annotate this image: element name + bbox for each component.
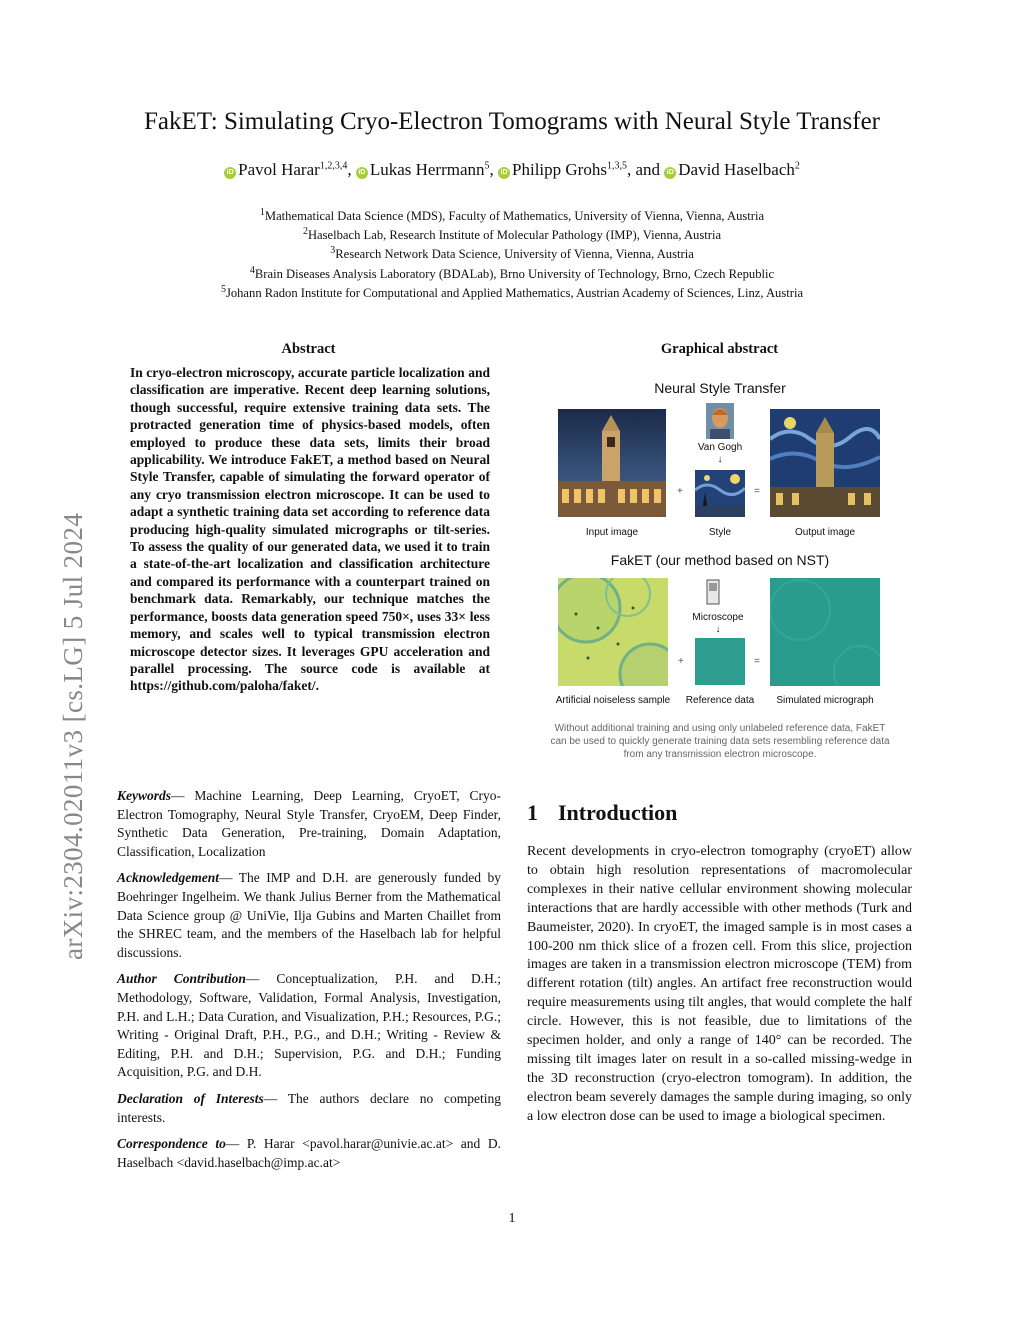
plus-sign: + xyxy=(677,486,683,497)
acknowledgement: Acknowledgement— The IMP and D.H. are generously funded by Boehringer Ingelheim. We thank Julius Berner from the Mathematical Data Science group @ UniVie, Ilja Gubins and Marten Chaillet from the SHREC team, and the members of the Haselbach lab for helpful discussions. xyxy=(117,870,501,960)
author: iD Philipp Grohs$^{1,3,5}$, and xyxy=(498,160,664,179)
style-label: Style xyxy=(708,527,732,538)
reference-image xyxy=(695,638,745,685)
section-number: 1 xyxy=(527,800,538,825)
arrow-down-icon: ↓ xyxy=(717,454,723,465)
microscope-label: Microscope xyxy=(692,612,744,623)
graphical-abstract-caption: Without additional training and using only unlabeled reference data, FakET can be used to quickly generate training data sets resembling reference data from any transmission electron microscope. xyxy=(550,723,890,760)
arxiv-stamp[interactable]: arXiv:2304.02011v3 [cs.LG] 5 Jul 2024 xyxy=(58,512,88,960)
author: iD Lukas Herrmann$^5$, xyxy=(356,160,498,179)
affiliation: $^2$Haselbach Lab, Research Institute of Molecular Pathology (IMP), Vienna, Austria xyxy=(302,226,722,243)
plus-sign: + xyxy=(678,656,684,667)
input-image xyxy=(558,409,666,517)
graphical-abstract-figure xyxy=(540,372,900,772)
van-gogh-portrait xyxy=(706,403,734,439)
front-matter-notes xyxy=(117,787,501,1180)
sample-image xyxy=(558,578,668,686)
correspondence: Correspondence to— P. Harar <pavol.harar@univie.ac.at> and D. Haselbach <david.haselbach@imp.ac.at> xyxy=(117,1136,501,1170)
graphical-abstract-heading: Graphical abstract xyxy=(660,341,779,357)
stylized-tower-image xyxy=(770,409,880,517)
noiseless-sample-image xyxy=(558,578,668,686)
starry-night-image xyxy=(695,470,745,517)
page-number: 1 xyxy=(508,1211,516,1226)
output-label: Output image xyxy=(794,527,856,538)
affiliation: $^1$Mathematical Data Science (MDS), Faculty of Mathematics, University of Vienna, Vienna, Austria xyxy=(259,207,765,224)
micrograph-image xyxy=(770,578,880,686)
declaration-of-interests: Declaration of Interests— The authors declare no competing interests. xyxy=(117,1090,501,1125)
orcid-icon[interactable]: iD xyxy=(664,167,676,179)
orcid-icon[interactable]: iD xyxy=(224,167,236,179)
affiliation: $^4$Brain Diseases Analysis Laboratory (BDALab), Brno University of Technology, Brno, Czech Republic xyxy=(249,264,775,281)
keywords: Keywords— Machine Learning, Deep Learning, CryoET, Cryo-Electron Tomography, Neural Style Transfer, CryoEM, Deep Finder, Synthetic Data Generation, Pre-training, Domain Adaptation, Classification, Localization xyxy=(117,788,501,859)
author-list xyxy=(0,160,1024,180)
orcid-icon[interactable]: iD xyxy=(498,167,510,179)
affiliation: $^5$Johann Radon Institute for Computational and Applied Mathematics, Austrian Academy of Sciences, Linz, Austria xyxy=(220,283,804,300)
tower-image xyxy=(558,409,666,517)
van-gogh-label: Van Gogh xyxy=(697,442,743,453)
sample-label: Artificial noiseless sample xyxy=(555,695,671,706)
affiliation: $^3$Research Network Data Science, University of Vienna, Vienna, Austria xyxy=(330,245,694,262)
section-heading xyxy=(527,800,677,826)
simulated-label: Simulated micrograph xyxy=(776,695,874,706)
simulated-image xyxy=(770,578,880,686)
microscope-icon xyxy=(706,579,720,605)
style-image xyxy=(695,470,745,517)
orcid-icon[interactable]: iD xyxy=(356,167,368,179)
reference-label: Reference data xyxy=(685,695,755,706)
arrow-down-icon: ↓ xyxy=(715,624,721,635)
section-title: Introduction xyxy=(558,800,678,825)
abstract-heading: Abstract xyxy=(281,341,336,357)
affiliations xyxy=(0,205,1024,301)
output-image xyxy=(770,409,880,517)
author-contribution: Author Contribution— Conceptualization, P.H. and D.H.; Methodology, Software, Validation, Formal Analysis, Investigation, P.H. and L.H.; Data Curation, and Visualization, P.H.; Resources, P.G.; Writing - Original Draft, P.H., P.G., and D.H.; Writing - Review & Editing, P.H. and D.H.; Supervision, P.G. and D.H.; Funding Acquisition, P.G. and D.H. xyxy=(117,971,501,1080)
equals-sign: = xyxy=(754,486,760,497)
author: iD David Haselbach$^2$ xyxy=(664,160,800,179)
introduction-text: Recent developments in cryo-electron tomography (cryoET) allow to obtain high resolution representations of macromolecular complexes in their native cellular environment showing molecular interactions that are hardly accessible with other methods (Turk and Baumeister, 2020). In cryoET, the imaged sample is in most cases a 100-200 nm thick slice of a frozen cell. From this slice, projection images are taken in a transmission electron microscope (TEM) from different rotation (tilt) angles. An artifact free reconstruction would require measurements using tilt angles, that would complete the half circle. However, this is not feasible, due to limitations of the specimen holder, and only a range of 140° can be recorded. The missing tilt images later on result in a so-called missing-wedge in the 3D reconstruction (cryo-electron tomogram). In addition, the electron beam severely damages the sample during imaging, so only a low electron dose can be used to image a biological specimen. xyxy=(527,844,912,1124)
microscope-shape xyxy=(706,579,720,605)
abstract-text: In cryo-electron microscopy, accurate particle localization and classification are imperative. Recent deep learning solutions, though successful, require extensive training data sets. The protracted generation time of physics-based models, often employed to produce these data sets, limits their broad applicability. We introduce FakET, a method based on Neural Style Transfer, capable of simulating the forward operator of any cryo transmission electron microscope. It can be used to adapt a synthetic training data set according to reference data producing high-quality simulated micrographs or tilt-series. To assess the quality of our generated data, we used it to train a state-of-the-art localization and classification architecture and compared its performance with a counterpart trained on benchmark data. Remarkably, our technique matches the performance, boosts data generation speed 750×, uses 33× less memory, and scales well to typical transmission electron microscope detector sizes. It leverages GPU acceleration and parallel processing. The source code is available at https://github.com/paloha/faket/. xyxy=(130,365,490,694)
author: iD Pavol Harar$^{1,2,3,4}$, xyxy=(224,160,356,179)
portrait-image xyxy=(706,403,734,439)
faket-title: FakET (our method based on NST) xyxy=(610,552,830,568)
input-label: Input image xyxy=(585,527,639,538)
paper-title: FakET: Simulating Cryo-Electron Tomograms with Neural Style Transfer xyxy=(143,108,881,135)
nst-title: Neural Style Transfer xyxy=(654,380,786,396)
equals-sign: = xyxy=(754,656,760,667)
